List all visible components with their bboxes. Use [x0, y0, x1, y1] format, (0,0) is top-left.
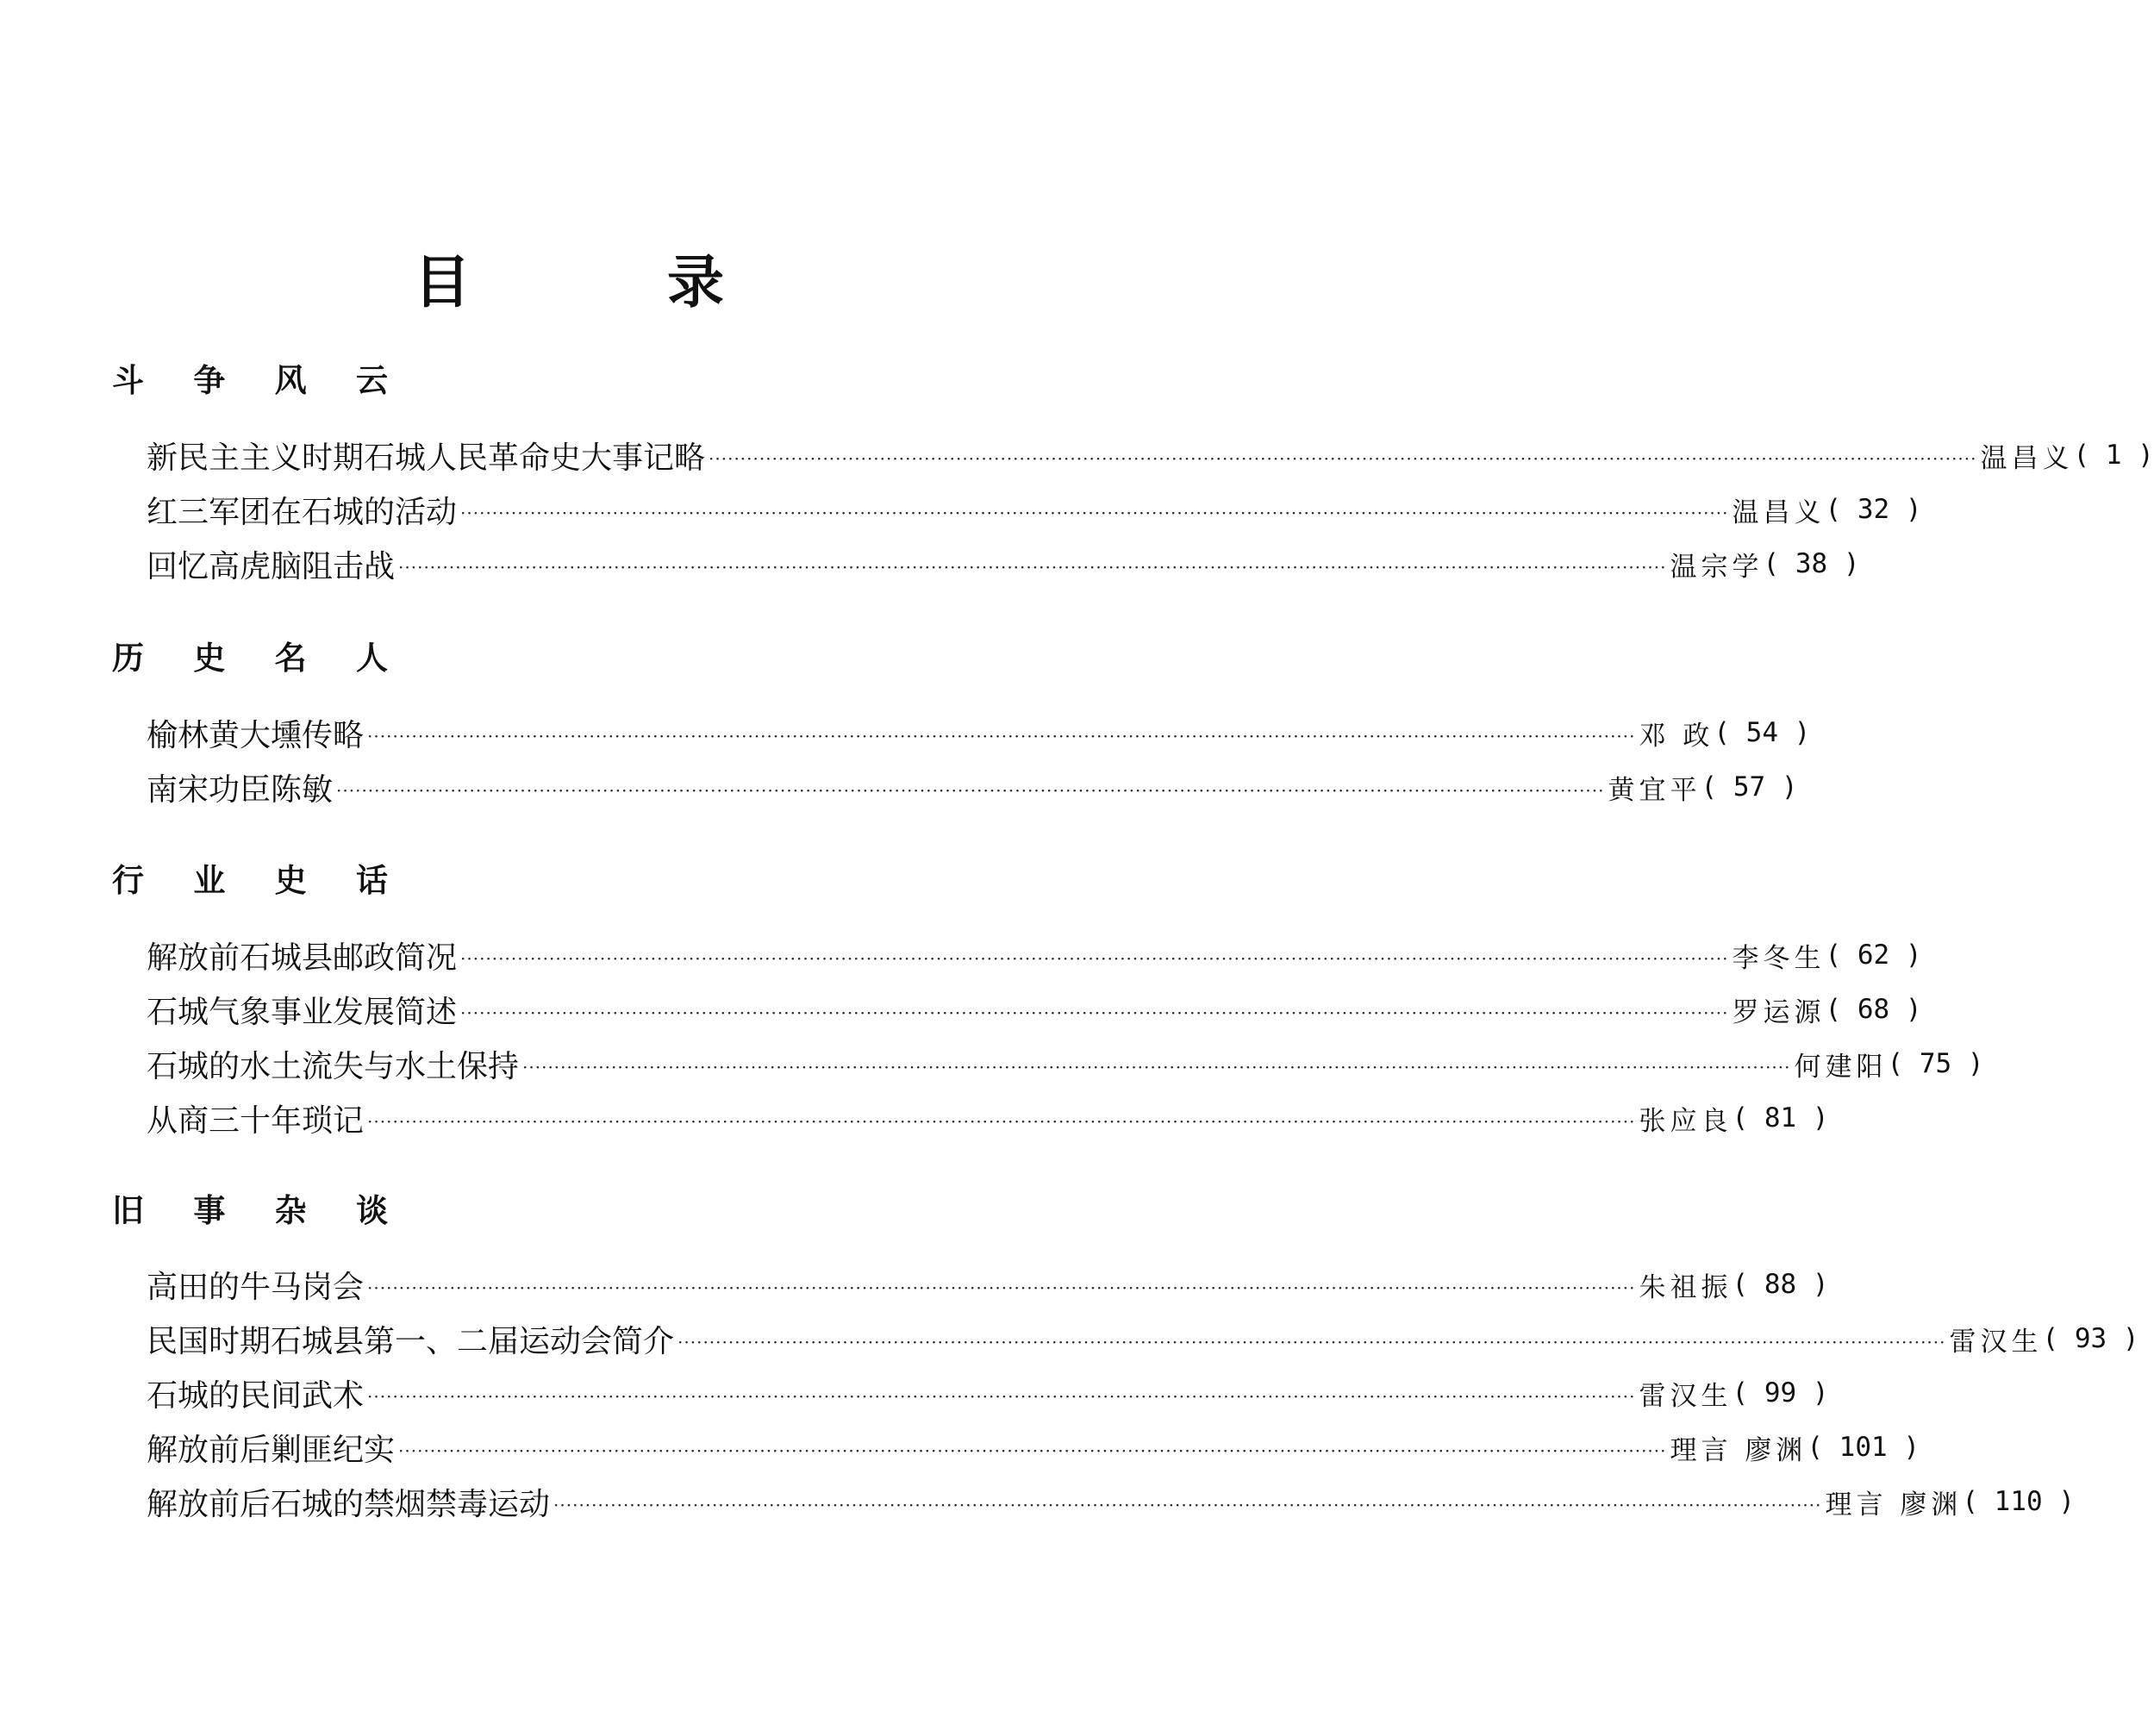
- toc-entry[interactable]: [147, 490, 1922, 530]
- toc-entry[interactable]: [147, 1319, 2139, 1359]
- page-title: [414, 248, 724, 317]
- page-title-char: 目: [414, 249, 471, 315]
- section-heading-char: 杂: [274, 1192, 307, 1229]
- leader-dots: ········································································································································································································: [709, 448, 1977, 469]
- entry-page: ( 110 ): [1962, 1486, 2076, 1517]
- section-heading: [112, 862, 388, 900]
- leader-dots: ········································································································································································································: [367, 726, 1636, 746]
- section-heading-char: 话: [355, 862, 388, 899]
- toc-entry[interactable]: [147, 435, 2154, 476]
- section-heading-char: 史: [274, 862, 307, 899]
- entry-title: 榆林黄大壎传略: [147, 717, 365, 753]
- leader-dots: ········································································································································································································: [367, 1277, 1636, 1298]
- entry-title: 解放前后石城的禁烟禁毒运动: [147, 1486, 551, 1522]
- leader-dots: ········································································································································································································: [398, 557, 1667, 578]
- section-heading: [112, 1192, 388, 1230]
- section-heading-char: 事: [193, 1192, 226, 1229]
- entry-page: ( 68 ): [1825, 994, 1922, 1025]
- leader-dots: ········································································································································································································: [460, 948, 1729, 969]
- entry-page: ( 93 ): [2042, 1323, 2139, 1354]
- leader-dots: ········································································································································································································: [398, 1440, 1667, 1461]
- toc-entry[interactable]: [147, 935, 1922, 976]
- entry-page: ( 57 ): [1701, 771, 1798, 802]
- toc-entry[interactable]: [147, 1265, 1829, 1305]
- toc-entry[interactable]: [147, 544, 1860, 584]
- entry-title: 红三军团在石城的活动: [147, 494, 458, 530]
- section-heading: [112, 640, 388, 678]
- section-heading-char: 史: [193, 640, 226, 677]
- entry-title: 新民主主义时期石城人民革命史大事记略: [147, 440, 706, 476]
- entry-author: 朱祖振: [1639, 1271, 1733, 1303]
- page-title-char: 录: [667, 249, 724, 315]
- toc-entry[interactable]: [147, 990, 1922, 1030]
- entry-author: 罗运源: [1732, 996, 1826, 1028]
- entry-author: 温昌义: [1980, 442, 2074, 474]
- entry-author: 温宗学: [1670, 551, 1764, 583]
- entry-page: ( 101 ): [1807, 1432, 1920, 1463]
- entry-author: 雷汉生: [1639, 1380, 1733, 1412]
- toc-entry[interactable]: [147, 767, 1798, 808]
- entry-title: 石城的水土流失与水土保持: [147, 1048, 520, 1084]
- leader-dots: ········································································································································································································: [460, 503, 1729, 523]
- entry-page: ( 62 ): [1825, 940, 1922, 971]
- entry-page: ( 99 ): [1732, 1377, 1829, 1408]
- entry-author: 何建阳: [1794, 1051, 1888, 1083]
- entry-title: 解放前后剿匪纪实: [147, 1432, 396, 1468]
- section-heading-char: 名: [274, 640, 307, 677]
- leader-dots: ········································································································································································································: [460, 1002, 1729, 1023]
- entry-title: 民国时期石城县第一、二届运动会简介: [147, 1323, 675, 1359]
- entry-page: ( 88 ): [1732, 1269, 1829, 1300]
- toc-entry[interactable]: [147, 1098, 1829, 1139]
- entry-author: 理言 廖渊: [1670, 1434, 1807, 1466]
- leader-dots: ········································································································································································································: [367, 1386, 1636, 1407]
- toc-entry[interactable]: [147, 1373, 1829, 1414]
- entry-page: ( 32 ): [1825, 494, 1922, 525]
- section-heading-char: 行: [112, 862, 144, 899]
- entry-title: 从商三十年琐记: [147, 1102, 365, 1139]
- entry-page: ( 38 ): [1763, 548, 1860, 579]
- toc-entry[interactable]: [147, 1427, 1920, 1468]
- entry-page: ( 81 ): [1732, 1102, 1829, 1133]
- entry-title: 回忆高虎脑阻击战: [147, 548, 396, 584]
- leader-dots: ········································································································································································································: [367, 1111, 1636, 1132]
- leader-dots: ········································································································································································································: [336, 780, 1605, 801]
- entry-title: 石城的民间武术: [147, 1377, 365, 1414]
- entry-author: 雷汉生: [1949, 1326, 2043, 1358]
- section-heading-char: 云: [355, 362, 388, 399]
- entry-author: 张应良: [1639, 1105, 1733, 1137]
- section-heading-char: 斗: [112, 362, 144, 399]
- section-heading-char: 谈: [355, 1192, 388, 1229]
- entry-author: 温昌义: [1732, 496, 1826, 528]
- leader-dots: ········································································································································································································: [522, 1057, 1791, 1077]
- section-heading-char: 业: [193, 862, 226, 899]
- section-heading-char: 争: [193, 362, 226, 399]
- entry-author: 黄宜平: [1608, 774, 1701, 806]
- entry-author: 理言 廖渊: [1825, 1489, 1963, 1521]
- entry-author: 邓 政: [1639, 720, 1714, 752]
- entry-title: 解放前石城县邮政简况: [147, 940, 458, 976]
- toc-entry[interactable]: [147, 1482, 2076, 1522]
- entry-page: ( 75 ): [1887, 1048, 1984, 1079]
- entry-author: 李冬生: [1732, 942, 1826, 974]
- section-heading: [112, 362, 388, 400]
- entry-page: ( 1 ): [2073, 440, 2154, 471]
- toc-entry[interactable]: [147, 1044, 1984, 1084]
- section-heading-char: 风: [274, 362, 307, 399]
- entry-page: ( 54 ): [1714, 717, 1811, 748]
- entry-title: 高田的牛马岗会: [147, 1269, 365, 1305]
- section-heading-char: 旧: [112, 1192, 144, 1229]
- entry-title: 石城气象事业发展简述: [147, 994, 458, 1030]
- entry-title: 南宋功臣陈敏: [147, 771, 334, 808]
- section-heading-char: 人: [355, 640, 388, 677]
- leader-dots: ········································································································································································································: [553, 1495, 1822, 1515]
- toc-entry[interactable]: [147, 713, 1811, 753]
- section-heading-char: 历: [112, 640, 144, 677]
- leader-dots: ········································································································································································································: [677, 1332, 1946, 1352]
